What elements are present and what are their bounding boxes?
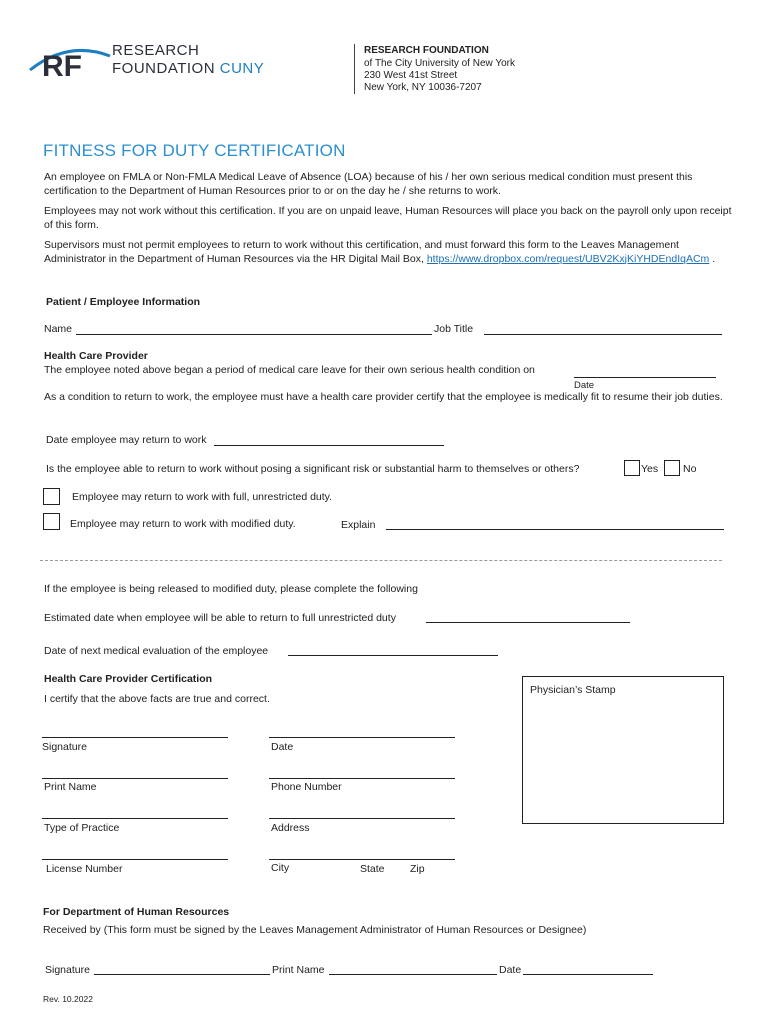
hr-print-name-field[interactable] [329,974,497,975]
zip-label: Zip [410,863,425,875]
name-label: Name [44,323,73,335]
condition-text: As a condition to return to work, the employee must have a health care provider certify that the employee is medically fit to resume their job duties. [44,391,723,403]
patient-heading: Patient / Employee Information [46,296,201,308]
address-field[interactable] [269,818,455,819]
date-field[interactable] [269,737,455,738]
no-checkbox[interactable] [664,460,680,476]
signature-label: Signature [42,741,87,753]
full-duty-label: Employee may return to work with full, unrestricted duty. [72,491,333,503]
logo-text-cuny: CUNY [219,60,265,77]
org-address-line2: of The City University of New York [364,58,515,69]
signature-field[interactable] [42,737,228,738]
leave-start-date-caption: Date [574,380,595,391]
hr-received-text: Received by (This form must be signed by the Leaves Management Administrator of Human Resources or Designee) [43,924,587,936]
state-label: State [360,863,385,875]
org-address-line4: New York, NY 10036-7207 [364,82,482,93]
modified-duty-label: Employee may return to work with modified duty. [70,518,296,530]
practice-label: Type of Practice [44,822,120,834]
org-address-line3: 230 West 41st Street [364,70,458,81]
header-divider [354,44,355,94]
yes-checkbox[interactable] [624,460,640,476]
section-divider [40,560,722,561]
explain-label: Explain [341,519,376,531]
leave-start-text: The employee noted above began a period of medical care leave for their own serious health condition on [44,364,535,376]
certify-text: I certify that the above facts are true and correct. [44,693,270,705]
job-title-label: Job Title [434,323,474,335]
print-name-field[interactable] [42,778,228,779]
revision-number: Rev. 10.2022 [43,994,93,1004]
intro-paragraph-2: Employees may not work without this certification. If you are on unpaid leave, Human Resources will place you back on the payroll only upon receipt of this form. [44,205,732,231]
logo-text-foundation: FOUNDATION CUNY [112,60,265,77]
risk-question: Is the employee able to return to work without posing a significant risk or substantial harm to themselves or others? [46,463,580,475]
city-state-zip-field[interactable] [269,859,455,860]
print-name-label: Print Name [44,781,97,793]
hr-signature-label: Signature [45,964,90,976]
hr-signature-field[interactable] [94,974,270,975]
certification-heading: Health Care Provider Certification [44,673,213,685]
no-label: No [683,463,697,475]
job-title-field[interactable] [484,334,722,335]
physician-stamp-label: Physician’s Stamp [530,684,616,696]
intro-paragraph-3: Supervisors must not permit employees to return to work without this certification, and must forward this form to the Leaves Management Administrator in the Department of Human Resources via the HR Digital Mail Box, https://www.dropbox.com/request/UBV2KxjKiYHDEndIqACm . [44,239,716,265]
hr-date-field[interactable] [523,974,653,975]
license-field[interactable] [42,859,228,860]
estimated-date-field[interactable] [426,622,630,623]
phone-label: Phone Number [271,781,342,793]
logo-text-research: RESEARCH [112,42,200,59]
modified-duty-checkbox[interactable] [43,513,60,530]
org-name: RESEARCH FOUNDATION [364,45,489,56]
practice-field[interactable] [42,818,228,819]
phone-field[interactable] [269,778,455,779]
physician-stamp-box[interactable] [522,676,724,824]
return-date-label: Date employee may return to work [46,434,207,446]
svg-text:RF: RF [42,50,82,83]
full-duty-checkbox[interactable] [43,488,60,505]
hr-heading: For Department of Human Resources [43,906,230,918]
page-title: FITNESS FOR DUTY CERTIFICATION [43,141,346,160]
dropbox-link[interactable]: https://www.dropbox.com/request/UBV2KxjKiYHDEndIqACm [426,252,710,265]
next-eval-field[interactable] [288,655,498,656]
modified-intro: If the employee is being released to modified duty, please complete the following [44,583,418,595]
name-field[interactable] [76,334,432,335]
hr-print-name-label: Print Name [272,964,325,976]
intro-paragraph-1: An employee on FMLA or Non-FMLA Medical Leave of Absence (LOA) because of his / her own serious medical condition must present this certification to the Department of Human Resources prior to or on the day he / she returns to work. [44,171,693,197]
city-label: City [271,862,290,874]
return-date-field[interactable] [214,445,444,446]
provider-heading: Health Care Provider [44,350,148,362]
estimated-date-label: Estimated date when employee will be able to return to full unrestricted duty [44,612,396,624]
explain-field[interactable] [386,529,724,530]
next-eval-label: Date of next medical evaluation of the employee [44,645,269,657]
date-label: Date [271,741,294,753]
address-label: Address [271,822,310,834]
hr-date-label: Date [499,964,522,976]
leave-start-date-field[interactable] [574,377,716,378]
license-label: License Number [46,863,123,875]
rf-logo-mark [28,40,112,84]
yes-label: Yes [641,463,659,475]
